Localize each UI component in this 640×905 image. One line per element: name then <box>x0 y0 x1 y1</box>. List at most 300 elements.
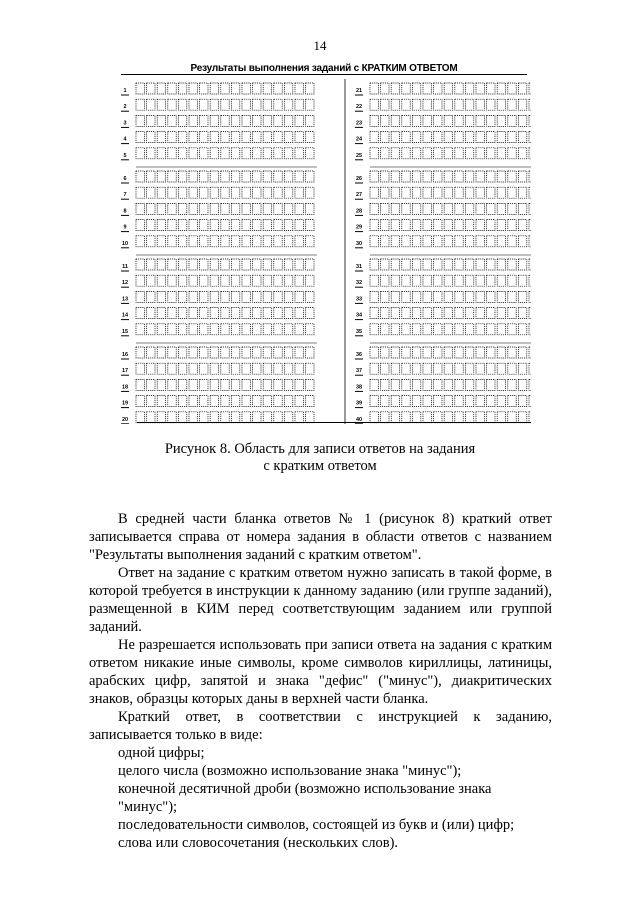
answer-cell[interactable] <box>147 220 155 231</box>
answer-cell[interactable] <box>242 132 250 143</box>
answer-cell[interactable] <box>370 347 378 358</box>
answer-cell[interactable] <box>210 203 218 214</box>
answer-cell[interactable] <box>200 203 208 214</box>
answer-cell[interactable] <box>242 148 250 159</box>
answer-cell[interactable] <box>168 99 176 110</box>
answer-cell[interactable] <box>157 347 165 358</box>
answer-cell[interactable] <box>157 132 165 143</box>
answer-cell[interactable] <box>391 220 399 231</box>
answer-cell[interactable] <box>210 171 218 182</box>
answer-cell[interactable] <box>370 115 378 126</box>
answer-cell[interactable] <box>168 259 176 270</box>
answer-cell[interactable] <box>274 115 282 126</box>
answer-cell[interactable] <box>157 187 165 198</box>
answer-cell[interactable] <box>402 148 410 159</box>
answer-cell[interactable] <box>518 220 526 231</box>
answer-cell[interactable] <box>306 259 314 270</box>
answer-cell[interactable] <box>487 379 495 390</box>
answer-cell[interactable] <box>306 115 314 126</box>
answer-cell[interactable] <box>157 363 165 374</box>
answer-cell[interactable] <box>136 203 144 214</box>
answer-cell[interactable] <box>295 347 303 358</box>
answer-cell[interactable] <box>518 83 526 94</box>
answer-cell[interactable] <box>476 203 484 214</box>
answer-cell[interactable] <box>518 115 526 126</box>
answer-cell[interactable] <box>210 308 218 319</box>
answer-cell[interactable] <box>423 291 431 302</box>
answer-cell[interactable] <box>231 187 239 198</box>
answer-cell[interactable] <box>497 220 505 231</box>
answer-cell[interactable] <box>370 324 378 335</box>
answer-cell[interactable] <box>487 347 495 358</box>
answer-cell[interactable] <box>497 148 505 159</box>
answer-cell[interactable] <box>168 83 176 94</box>
answer-cell[interactable] <box>518 259 526 270</box>
answer-cell[interactable] <box>529 171 531 182</box>
answer-cell[interactable] <box>455 203 463 214</box>
answer-cell[interactable] <box>402 347 410 358</box>
answer-cell[interactable] <box>518 171 526 182</box>
answer-cell[interactable] <box>381 379 389 390</box>
answer-cell[interactable] <box>508 291 516 302</box>
answer-cell[interactable] <box>284 347 292 358</box>
answer-cell[interactable] <box>487 308 495 319</box>
answer-cell[interactable] <box>508 308 516 319</box>
answer-cell[interactable] <box>444 275 452 286</box>
answer-cell[interactable] <box>210 379 218 390</box>
answer-cell[interactable] <box>487 148 495 159</box>
answer-cell[interactable] <box>189 83 197 94</box>
answer-cell[interactable] <box>306 379 314 390</box>
answer-cell[interactable] <box>189 132 197 143</box>
answer-cell[interactable] <box>147 363 155 374</box>
answer-cell[interactable] <box>455 324 463 335</box>
answer-cell[interactable] <box>168 148 176 159</box>
answer-cell[interactable] <box>253 187 261 198</box>
answer-cell[interactable] <box>370 203 378 214</box>
answer-cell[interactable] <box>210 324 218 335</box>
answer-cell[interactable] <box>284 220 292 231</box>
answer-cell[interactable] <box>157 275 165 286</box>
answer-cell[interactable] <box>274 132 282 143</box>
answer-cell[interactable] <box>263 187 271 198</box>
answer-cell[interactable] <box>221 220 229 231</box>
answer-cell[interactable] <box>423 203 431 214</box>
answer-cell[interactable] <box>295 363 303 374</box>
answer-cell[interactable] <box>295 99 303 110</box>
answer-cell[interactable] <box>210 99 218 110</box>
answer-cell[interactable] <box>221 259 229 270</box>
answer-cell[interactable] <box>381 132 389 143</box>
answer-cell[interactable] <box>412 148 420 159</box>
answer-cell[interactable] <box>487 203 495 214</box>
answer-cell[interactable] <box>444 308 452 319</box>
answer-cell[interactable] <box>465 363 473 374</box>
answer-cell[interactable] <box>497 99 505 110</box>
answer-cell[interactable] <box>253 363 261 374</box>
answer-cell[interactable] <box>423 379 431 390</box>
answer-cell[interactable] <box>136 291 144 302</box>
answer-cell[interactable] <box>391 275 399 286</box>
answer-cell[interactable] <box>444 324 452 335</box>
answer-cell[interactable] <box>518 308 526 319</box>
answer-cell[interactable] <box>295 171 303 182</box>
answer-cell[interactable] <box>200 396 208 407</box>
answer-cell[interactable] <box>178 259 186 270</box>
answer-cell[interactable] <box>295 132 303 143</box>
answer-cell[interactable] <box>242 324 250 335</box>
answer-cell[interactable] <box>465 99 473 110</box>
answer-cell[interactable] <box>306 83 314 94</box>
answer-cell[interactable] <box>402 115 410 126</box>
answer-cell[interactable] <box>157 324 165 335</box>
answer-cell[interactable] <box>274 275 282 286</box>
answer-cell[interactable] <box>168 324 176 335</box>
answer-cell[interactable] <box>136 379 144 390</box>
answer-cell[interactable] <box>434 148 442 159</box>
answer-cell[interactable] <box>529 187 531 198</box>
answer-cell[interactable] <box>434 171 442 182</box>
answer-cell[interactable] <box>434 347 442 358</box>
answer-cell[interactable] <box>253 308 261 319</box>
answer-cell[interactable] <box>370 132 378 143</box>
answer-cell[interactable] <box>423 148 431 159</box>
answer-cell[interactable] <box>221 291 229 302</box>
answer-cell[interactable] <box>444 363 452 374</box>
answer-cell[interactable] <box>508 203 516 214</box>
answer-cell[interactable] <box>221 396 229 407</box>
answer-cell[interactable] <box>242 99 250 110</box>
answer-cell[interactable] <box>518 99 526 110</box>
answer-cell[interactable] <box>391 259 399 270</box>
answer-cell[interactable] <box>370 220 378 231</box>
answer-cell[interactable] <box>497 396 505 407</box>
answer-cell[interactable] <box>284 148 292 159</box>
answer-cell[interactable] <box>444 291 452 302</box>
answer-cell[interactable] <box>444 203 452 214</box>
answer-cell[interactable] <box>402 220 410 231</box>
answer-cell[interactable] <box>136 259 144 270</box>
answer-cell[interactable] <box>497 236 505 247</box>
answer-cell[interactable] <box>508 132 516 143</box>
answer-cell[interactable] <box>370 171 378 182</box>
answer-cell[interactable] <box>147 236 155 247</box>
answer-cell[interactable] <box>136 171 144 182</box>
answer-cell[interactable] <box>508 83 516 94</box>
answer-cell[interactable] <box>518 363 526 374</box>
answer-cell[interactable] <box>476 363 484 374</box>
answer-cell[interactable] <box>306 132 314 143</box>
answer-cell[interactable] <box>136 275 144 286</box>
answer-cell[interactable] <box>529 291 531 302</box>
answer-cell[interactable] <box>136 187 144 198</box>
answer-cell[interactable] <box>253 347 261 358</box>
answer-cell[interactable] <box>402 363 410 374</box>
answer-cell[interactable] <box>391 308 399 319</box>
answer-cell[interactable] <box>221 324 229 335</box>
answer-cell[interactable] <box>465 275 473 286</box>
answer-cell[interactable] <box>157 99 165 110</box>
answer-cell[interactable] <box>529 324 531 335</box>
answer-cell[interactable] <box>487 236 495 247</box>
answer-cell[interactable] <box>487 115 495 126</box>
answer-cell[interactable] <box>423 83 431 94</box>
answer-cell[interactable] <box>306 396 314 407</box>
answer-cell[interactable] <box>295 324 303 335</box>
answer-cell[interactable] <box>157 148 165 159</box>
answer-cell[interactable] <box>391 83 399 94</box>
answer-cell[interactable] <box>147 291 155 302</box>
answer-cell[interactable] <box>189 324 197 335</box>
answer-cell[interactable] <box>210 291 218 302</box>
answer-cell[interactable] <box>231 347 239 358</box>
answer-cell[interactable] <box>168 347 176 358</box>
answer-cell[interactable] <box>231 396 239 407</box>
answer-cell[interactable] <box>263 379 271 390</box>
answer-cell[interactable] <box>136 236 144 247</box>
answer-cell[interactable] <box>147 347 155 358</box>
answer-cell[interactable] <box>306 148 314 159</box>
answer-cell[interactable] <box>423 259 431 270</box>
answer-cell[interactable] <box>381 187 389 198</box>
answer-cell[interactable] <box>508 259 516 270</box>
answer-cell[interactable] <box>306 308 314 319</box>
answer-cell[interactable] <box>508 347 516 358</box>
answer-cell[interactable] <box>518 396 526 407</box>
answer-cell[interactable] <box>381 83 389 94</box>
answer-cell[interactable] <box>476 275 484 286</box>
answer-cell[interactable] <box>231 324 239 335</box>
answer-cell[interactable] <box>274 171 282 182</box>
answer-cell[interactable] <box>210 396 218 407</box>
answer-cell[interactable] <box>381 203 389 214</box>
answer-cell[interactable] <box>274 308 282 319</box>
answer-cell[interactable] <box>274 187 282 198</box>
answer-cell[interactable] <box>518 236 526 247</box>
answer-cell[interactable] <box>444 132 452 143</box>
answer-cell[interactable] <box>306 291 314 302</box>
answer-cell[interactable] <box>253 324 261 335</box>
answer-cell[interactable] <box>284 171 292 182</box>
answer-cell[interactable] <box>412 171 420 182</box>
answer-cell[interactable] <box>487 363 495 374</box>
answer-cell[interactable] <box>147 115 155 126</box>
answer-cell[interactable] <box>253 83 261 94</box>
answer-cell[interactable] <box>284 308 292 319</box>
answer-cell[interactable] <box>168 220 176 231</box>
answer-cell[interactable] <box>231 379 239 390</box>
answer-cell[interactable] <box>381 291 389 302</box>
answer-cell[interactable] <box>253 379 261 390</box>
answer-cell[interactable] <box>508 379 516 390</box>
answer-cell[interactable] <box>497 379 505 390</box>
answer-cell[interactable] <box>253 148 261 159</box>
answer-cell[interactable] <box>231 259 239 270</box>
answer-cell[interactable] <box>412 324 420 335</box>
answer-cell[interactable] <box>306 347 314 358</box>
answer-cell[interactable] <box>412 99 420 110</box>
answer-cell[interactable] <box>381 308 389 319</box>
answer-cell[interactable] <box>476 187 484 198</box>
answer-cell[interactable] <box>412 259 420 270</box>
answer-cell[interactable] <box>168 363 176 374</box>
answer-cell[interactable] <box>412 236 420 247</box>
answer-cell[interactable] <box>242 171 250 182</box>
answer-cell[interactable] <box>147 171 155 182</box>
answer-cell[interactable] <box>412 115 420 126</box>
answer-cell[interactable] <box>136 148 144 159</box>
answer-cell[interactable] <box>242 363 250 374</box>
answer-cell[interactable] <box>476 132 484 143</box>
answer-cell[interactable] <box>210 148 218 159</box>
answer-cell[interactable] <box>168 275 176 286</box>
answer-cell[interactable] <box>402 259 410 270</box>
answer-cell[interactable] <box>168 396 176 407</box>
answer-cell[interactable] <box>178 99 186 110</box>
answer-cell[interactable] <box>434 203 442 214</box>
answer-cell[interactable] <box>274 379 282 390</box>
answer-cell[interactable] <box>200 83 208 94</box>
answer-cell[interactable] <box>136 324 144 335</box>
answer-cell[interactable] <box>434 363 442 374</box>
answer-cell[interactable] <box>253 115 261 126</box>
answer-cell[interactable] <box>157 203 165 214</box>
answer-cell[interactable] <box>412 347 420 358</box>
answer-cell[interactable] <box>242 347 250 358</box>
answer-cell[interactable] <box>136 99 144 110</box>
answer-cell[interactable] <box>455 379 463 390</box>
answer-cell[interactable] <box>508 148 516 159</box>
answer-cell[interactable] <box>497 259 505 270</box>
answer-cell[interactable] <box>147 308 155 319</box>
answer-cell[interactable] <box>306 363 314 374</box>
answer-cell[interactable] <box>263 259 271 270</box>
answer-cell[interactable] <box>136 220 144 231</box>
answer-cell[interactable] <box>402 132 410 143</box>
answer-cell[interactable] <box>157 259 165 270</box>
answer-cell[interactable] <box>200 220 208 231</box>
answer-cell[interactable] <box>295 275 303 286</box>
answer-cell[interactable] <box>412 308 420 319</box>
answer-cell[interactable] <box>200 275 208 286</box>
answer-cell[interactable] <box>455 99 463 110</box>
answer-cell[interactable] <box>391 203 399 214</box>
answer-cell[interactable] <box>402 275 410 286</box>
answer-cell[interactable] <box>412 291 420 302</box>
answer-cell[interactable] <box>518 148 526 159</box>
answer-cell[interactable] <box>263 308 271 319</box>
answer-cell[interactable] <box>444 220 452 231</box>
answer-cell[interactable] <box>242 83 250 94</box>
answer-cell[interactable] <box>274 148 282 159</box>
answer-cell[interactable] <box>434 308 442 319</box>
answer-cell[interactable] <box>231 83 239 94</box>
answer-cell[interactable] <box>168 187 176 198</box>
answer-cell[interactable] <box>465 236 473 247</box>
answer-cell[interactable] <box>423 115 431 126</box>
answer-cell[interactable] <box>178 115 186 126</box>
answer-cell[interactable] <box>284 83 292 94</box>
answer-cell[interactable] <box>423 275 431 286</box>
answer-cell[interactable] <box>200 148 208 159</box>
answer-cell[interactable] <box>529 236 531 247</box>
answer-cell[interactable] <box>306 187 314 198</box>
answer-cell[interactable] <box>465 171 473 182</box>
answer-cell[interactable] <box>189 275 197 286</box>
answer-cell[interactable] <box>274 396 282 407</box>
answer-cell[interactable] <box>412 220 420 231</box>
answer-cell[interactable] <box>518 379 526 390</box>
answer-cell[interactable] <box>200 99 208 110</box>
answer-cell[interactable] <box>284 291 292 302</box>
answer-cell[interactable] <box>284 379 292 390</box>
answer-cell[interactable] <box>295 396 303 407</box>
answer-cell[interactable] <box>200 363 208 374</box>
answer-cell[interactable] <box>444 115 452 126</box>
answer-cell[interactable] <box>423 220 431 231</box>
answer-cell[interactable] <box>370 308 378 319</box>
answer-cell[interactable] <box>284 363 292 374</box>
answer-cell[interactable] <box>147 99 155 110</box>
answer-cell[interactable] <box>465 308 473 319</box>
answer-cell[interactable] <box>434 291 442 302</box>
answer-cell[interactable] <box>434 259 442 270</box>
answer-cell[interactable] <box>497 363 505 374</box>
answer-cell[interactable] <box>221 171 229 182</box>
answer-cell[interactable] <box>529 308 531 319</box>
answer-cell[interactable] <box>487 83 495 94</box>
answer-cell[interactable] <box>465 83 473 94</box>
answer-cell[interactable] <box>497 171 505 182</box>
answer-cell[interactable] <box>178 83 186 94</box>
answer-cell[interactable] <box>200 171 208 182</box>
answer-cell[interactable] <box>189 347 197 358</box>
answer-cell[interactable] <box>253 99 261 110</box>
answer-cell[interactable] <box>476 171 484 182</box>
answer-cell[interactable] <box>189 236 197 247</box>
answer-cell[interactable] <box>189 148 197 159</box>
answer-cell[interactable] <box>465 187 473 198</box>
answer-cell[interactable] <box>402 379 410 390</box>
answer-cell[interactable] <box>178 203 186 214</box>
answer-cell[interactable] <box>231 132 239 143</box>
answer-cell[interactable] <box>284 396 292 407</box>
answer-cell[interactable] <box>497 291 505 302</box>
answer-cell[interactable] <box>231 115 239 126</box>
answer-cell[interactable] <box>423 396 431 407</box>
answer-cell[interactable] <box>200 187 208 198</box>
answer-cell[interactable] <box>136 115 144 126</box>
answer-cell[interactable] <box>508 171 516 182</box>
answer-cell[interactable] <box>476 115 484 126</box>
answer-cell[interactable] <box>157 291 165 302</box>
answer-cell[interactable] <box>284 187 292 198</box>
answer-cell[interactable] <box>253 203 261 214</box>
answer-cell[interactable] <box>487 99 495 110</box>
answer-cell[interactable] <box>487 187 495 198</box>
answer-cell[interactable] <box>465 203 473 214</box>
answer-cell[interactable] <box>221 379 229 390</box>
answer-cell[interactable] <box>200 132 208 143</box>
answer-cell[interactable] <box>529 347 531 358</box>
answer-cell[interactable] <box>263 396 271 407</box>
answer-cell[interactable] <box>210 363 218 374</box>
answer-cell[interactable] <box>487 220 495 231</box>
answer-cell[interactable] <box>147 379 155 390</box>
answer-cell[interactable] <box>295 203 303 214</box>
answer-cell[interactable] <box>168 291 176 302</box>
answer-cell[interactable] <box>189 115 197 126</box>
